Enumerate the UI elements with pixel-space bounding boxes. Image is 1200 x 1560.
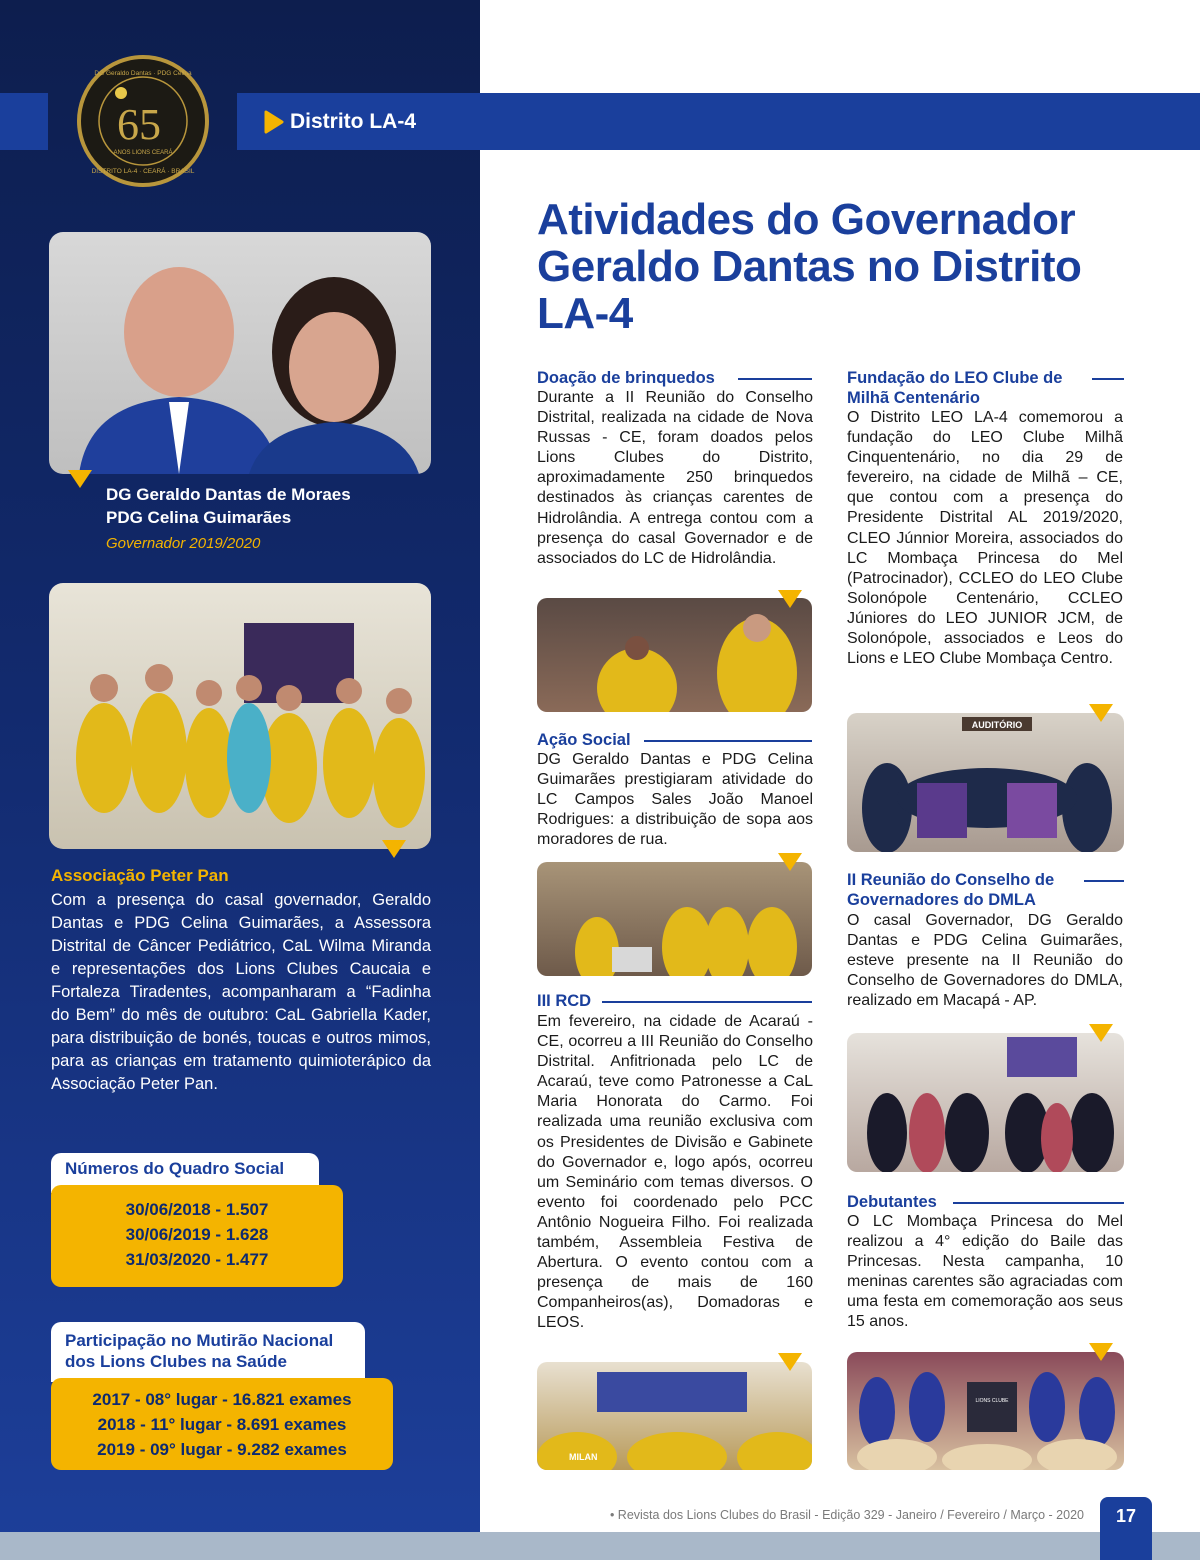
photo-marker-icon [1089, 1024, 1113, 1042]
section-heading-debutantes: Debutantes [847, 1193, 937, 1211]
ii-reuniao-photo [847, 1033, 1124, 1172]
quadro-social-row: 31/03/2020 - 1.477 [125, 1250, 269, 1269]
section-body-debutantes: O LC Mombaça Princesa do Mel realizou a 4° edição do Baile das Princesas. Nesta campanha, 10 meninas carentes são agraciadas com uma festa em comemoração aos seus 15 anos. [847, 1213, 1123, 1331]
photo-marker-icon [1089, 704, 1113, 722]
footer-strip [0, 1532, 1200, 1560]
mutirao-title-line2: dos Lions Clubes na Saúde [65, 1352, 287, 1371]
section-body-acao-social: DG Geraldo Dantas e PDG Celina Guimarães prestigiaram atividade do LC Campos Sales João Manoel Rodrigues: a distribuição de sopa aos moradores de rua. [537, 751, 813, 849]
heading-line: Governadores do DMLA [847, 891, 1036, 909]
photo-marker-icon [382, 840, 406, 858]
caption-name-pdg: PDG Celina Guimarães [106, 508, 292, 527]
iii-rcd-photo [537, 1362, 812, 1470]
quadro-social-row: 30/06/2019 - 1.628 [125, 1225, 269, 1244]
page-title: Atividades do Governador Geraldo Dantas no Distrito LA-4 [537, 195, 1082, 338]
quadro-social-row: 30/06/2018 - 1.507 [125, 1200, 269, 1219]
section-heading-acao-social: Ação Social [537, 731, 631, 749]
emblem-subtitle: ANOS LIONS CEARÁ [113, 150, 173, 156]
page-number: 17 [1100, 1497, 1152, 1560]
heading-line: II Reunião do Conselho de [847, 871, 1055, 889]
governor-couple-photo [49, 232, 431, 474]
play-icon [262, 110, 286, 134]
section-heading-doacao: Doação de brinquedos [537, 369, 715, 387]
photo-marker-icon [1089, 1343, 1113, 1361]
photo-marker-icon [778, 853, 802, 871]
section-heading-fundacao-leo [847, 368, 1062, 408]
anniversary-emblem [77, 55, 209, 187]
heading-rule [644, 740, 812, 742]
section-body-iii-rcd: Em fevereiro, na cidade de Acaraú - CE, ocorreu a III Reunião do Conselho Distrital. Anfitrionada pelo LC de Acaraú, teve como Patronesse a CaL Maria Honorata do Carmo. Foi realizada uma reunião exclusiva com os Presidentes de Divisão e Gabinete do Governador e, logo após, ocorreu um Seminário com temas diversos. O evento foi coordenado pelo PCC Antônio Nogueira Filho. Foi realizada também, Assembleia Festiva de Abertura. O evento contou com a presença de mais de 160 Companheiros(as), Domadoras e LEOS. [537, 1013, 813, 1332]
mutirao-title [51, 1322, 365, 1382]
section-body-doacao: Durante a II Reunião do Conselho Distrital, realizada na cidade de Nova Russas - CE, foram doados pelos Lions Clubes do Distrito, aproximadamente 250 brinquedos destinados às crianças carentes de Hidrolândia. A entrega contou com a presença do casal Governador e de associados do LC de Hidrolândia. [537, 389, 813, 567]
emblem-ring-bottom: DISTRITO LA-4 · CEARÁ · BRASIL [91, 168, 195, 175]
emblem-ring-top: DG Geraldo Dantas · PDG Celina [94, 70, 192, 77]
mutirao-row: 2017 - 08° lugar - 16.821 exames [92, 1390, 352, 1409]
heading-rule [602, 1001, 812, 1003]
mutirao-box [51, 1378, 393, 1470]
caption-marker-icon [68, 470, 92, 488]
footer-publication: • Revista dos Lions Clubes do Brasil - Edição 329 - Janeiro / Fevereiro / Março - 2020 [609, 1508, 1084, 1522]
debutantes-photo [847, 1352, 1124, 1470]
mutirao-row: 2018 - 11° lugar - 8.691 exames [97, 1415, 347, 1434]
mutirao-title-line1: Participação no Mutirão Nacional [65, 1331, 334, 1350]
peter-pan-body: Com a presença do casal governador, Geraldo Dantas e PDG Celina Guimarães, a Assessora Distrital de Câncer Pediátrico, CaL Wilma Miranda e representações dos Lions Clubes Caucaia e Fortaleza Tiradentes, acompanharam a “Fadinha do Bem” do mês de outubro: CaL Gabriella Kader, para distribuição de bonés, toucas e outros mimos, para as crianças em tratamento quimioterápico da Associação Peter Pan. [51, 891, 431, 1093]
left-header-stub [0, 93, 48, 150]
quadro-social-box [51, 1185, 343, 1287]
photo-sign-text: LIONS CLUBE [975, 1398, 1009, 1404]
section-body-fundacao-leo: O Distrito LEO LA-4 comemorou a fundação do LEO Clube Milhã Cinquentenário, no dia 29 de fevereiro, na cidade de Milhã – CE, que contou com a presença do Presidente Distrital AL 2019/2020, CLEO Júnnior Moreira, associados do LC Mombaça Princesa do Mel (Patrocinador), CCLEO do LEO Clube Solonópole Centenário, CCLEO Júniores do LEO JUNIOR JCM, de Solonópole, associados e Leos do Lions e LEO Clube Mombaça Centro. [847, 409, 1123, 668]
peter-pan-heading: Associação Peter Pan [51, 866, 229, 885]
caption-role: Governador 2019/2020 [106, 535, 261, 552]
section-body-ii-reuniao: O casal Governador, DG Geraldo Dantas e PDG Celina Guimarães, esteve presente na II Reunião do Conselho de Governadores do DMLA, realizado em Macapá - AP. [847, 912, 1123, 1010]
lions-logo-icon [115, 87, 127, 99]
peter-pan-photo [49, 583, 431, 849]
section-heading-iii-rcd: III RCD [537, 992, 592, 1010]
quadro-social-title: Números do Quadro Social [51, 1153, 319, 1193]
photo-marker-icon [778, 590, 802, 608]
caption-name-governor: DG Geraldo Dantas de Moraes [106, 485, 351, 504]
heading-line: Fundação do LEO Clube de [847, 369, 1063, 387]
acao-social-photo [537, 862, 812, 976]
section-label: Distrito LA-4 [290, 110, 416, 133]
heading-rule [953, 1202, 1124, 1204]
section-heading-ii-reuniao [847, 870, 1054, 910]
emblem-number: 65 [117, 100, 161, 149]
doacao-photo [537, 598, 812, 712]
heading-line: Milhã Centenário [847, 389, 980, 407]
heading-rule [1084, 880, 1124, 882]
heading-rule [1092, 378, 1124, 380]
heading-rule [738, 378, 812, 380]
photo-sign-text: AUDITÓRIO [971, 720, 1023, 730]
photo-marker-icon [778, 1353, 802, 1371]
fundacao-leo-photo [847, 713, 1124, 852]
photo-sign-text: MILAN [569, 1452, 598, 1462]
mutirao-row: 2019 - 09° lugar - 9.282 exames [97, 1440, 347, 1459]
